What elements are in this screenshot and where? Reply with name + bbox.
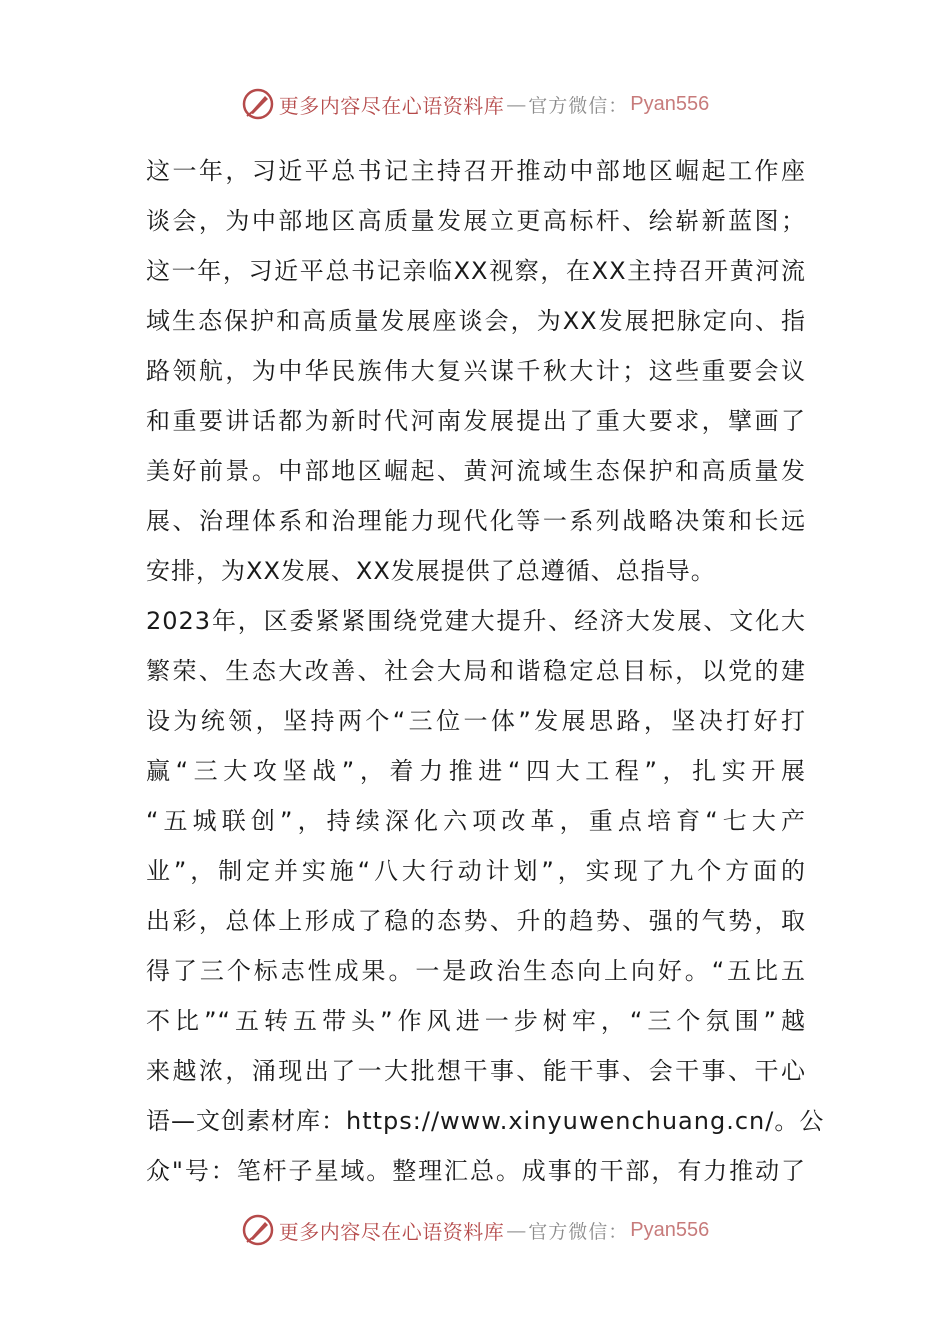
document-body [146, 146, 825, 1196]
text-line: 赢“三大攻坚战”，着力推进“四大工程”，扎实开展 [146, 757, 806, 785]
banner-wechat-label: 官方微信： [528, 94, 629, 117]
text-line: 这一年，习近平总书记亲临XX视察，在XX主持召开黄河流 [146, 257, 806, 285]
text-line: 繁荣、生态大改善、社会大局和谐稳定总目标，以党的建 [146, 657, 806, 685]
banner-wechat-id: Pyan556 [630, 92, 710, 115]
text-line: 业”，制定并实施“八大行动计划”，实现了九个方面的 [146, 857, 806, 885]
header-banner [0, 84, 950, 124]
banner-wechat-label: 官方微信： [528, 1220, 629, 1243]
paragraph-2 [146, 596, 825, 1196]
text-line: 出彩，总体上形成了稳的态势、升的趋势、强的气势，取 [146, 907, 806, 935]
text-line: 众"号：笔杆子星域。整理汇总。成事的干部，有力推动了 [146, 1157, 806, 1185]
text-line: 路领航，为中华民族伟大复兴谋千秋大计；这些重要会议 [146, 357, 806, 385]
text-line: 和重要讲话都为新时代河南发展提出了重大要求，擘画了 [146, 407, 806, 435]
text-line: 展、治理体系和治理能力现代化等一系列战略决策和长远 [146, 507, 806, 535]
text-line: 域生态保护和高质量发展座谈会，为XX发展把脉定向、指 [146, 307, 806, 335]
footer-banner [0, 1210, 950, 1250]
text-line: 得了三个标志性成果。一是政治生态向上向好。“五比五 [146, 957, 806, 985]
text-line: 这一年，习近平总书记主持召开推动中部地区崛起工作座 [146, 157, 806, 185]
text-line: 2023年，区委紧紧围绕党建大提升、经济大发展、文化大 [146, 607, 806, 635]
banner-dash: — [506, 1218, 527, 1242]
text-line: 谈会，为中部地区高质量发展立更高标杆、绘崭新蓝图； [146, 207, 806, 235]
quill-logo-icon [241, 1213, 275, 1247]
paragraph-1 [146, 146, 806, 596]
text-line: 不比”“五转五带头”作风进一步树牢，“三个氛围”越 [146, 1007, 806, 1035]
banner-slogan: 更多内容尽在心语资料库 [278, 1219, 505, 1244]
banner-slogan: 更多内容尽在心语资料库 [278, 93, 505, 118]
text-line: 设为统领，坚持两个“三位一体”发展思路，坚决打好打 [146, 707, 806, 735]
text-line: 语—文创素材库：https://www.xinyuwenchuang.cn/。公 [146, 1107, 825, 1135]
text-line: 来越浓，涌现出了一大批想干事、能干事、会干事、干心 [146, 1057, 806, 1085]
banner-dash: — [506, 92, 527, 116]
text-line: 美好前景。中部地区崛起、黄河流域生态保护和高质量发 [146, 457, 806, 485]
quill-logo-icon [241, 87, 275, 121]
text-line: 安排，为XX发展、XX发展提供了总遵循、总指导。 [146, 557, 716, 585]
banner-wechat-id: Pyan556 [630, 1218, 710, 1241]
text-line: “五城联创”，持续深化六项改革，重点培育“七大产 [146, 807, 806, 835]
